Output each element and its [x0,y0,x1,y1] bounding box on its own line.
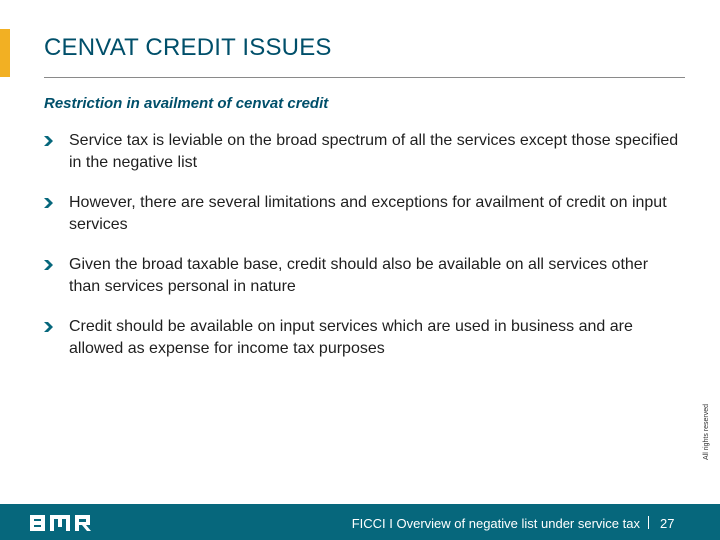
footer-caption: FICCI I Overview of negative list under service tax [351,516,640,531]
chevron-right-icon [42,321,54,333]
slide-title: CENVAT CREDIT ISSUES [44,34,332,61]
title-accent-bar [0,29,10,77]
bullet-list [42,130,682,378]
bullet-item [42,316,682,360]
slide-subtitle: Restriction in availment of cenvat credit [44,95,329,112]
rights-reserved-note: All rights reserved [703,403,710,460]
bullet-item [42,254,682,298]
chevron-right-icon [42,135,54,147]
bullet-item [42,192,682,236]
footer-separator [648,516,649,529]
title-divider [44,77,685,78]
footer-bar [0,504,720,540]
chevron-right-icon [42,259,54,271]
bullet-text: Service tax is leviable on the broad spectrum of all the services except those specified in the negative list [69,132,679,171]
page-number: 27 [660,516,675,531]
bullet-text: However, there are several limitations and exceptions for availment of credit on input services [69,194,667,233]
bmr-logo [30,513,92,533]
bullet-text: Credit should be available on input services which are used in business and are allowed as expense for income tax purposes [69,318,633,357]
bullet-text: Given the broad taxable base, credit should also be available on all services other than services personal in nature [69,256,649,295]
chevron-right-icon [42,197,54,209]
bullet-item [42,130,682,174]
